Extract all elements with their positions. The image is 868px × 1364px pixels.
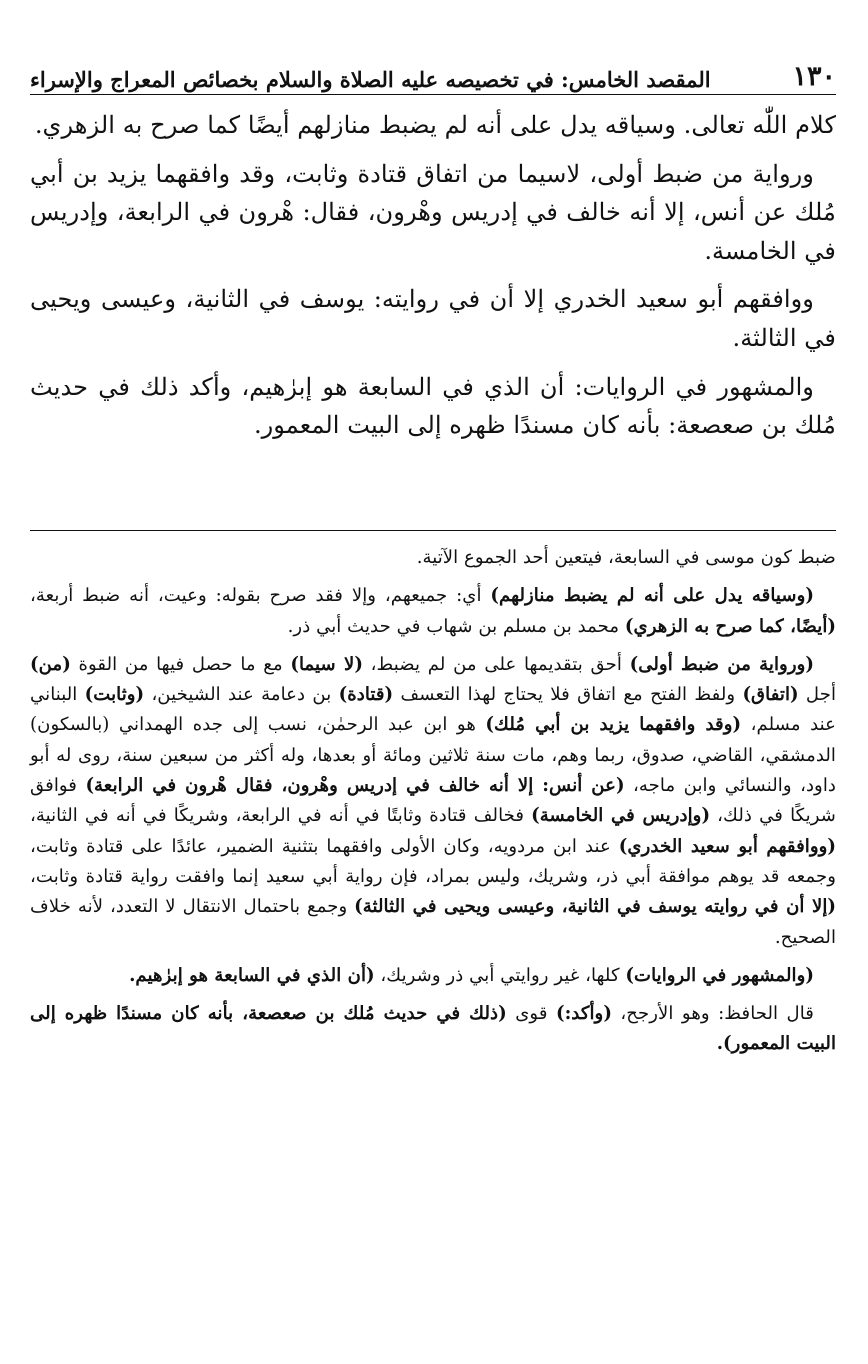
quoted-phrase: (وإدريس في الخامسة) — [531, 805, 711, 827]
commentary-paragraph-3 — [30, 961, 836, 991]
quoted-phrase: (وأكد:) — [555, 1003, 612, 1025]
commentary-text: مع ما حصل فيها من القوة — [70, 653, 291, 675]
commentary-text: أجل — [798, 684, 836, 706]
commentary-text: محمد بن مسلم بن شهاب في حديث أبي ذر. — [287, 615, 625, 637]
commentary-text: فوافق شريكًا في ذلك، — [30, 775, 836, 827]
quoted-phrase: (وسياقه يدل على أنه لم يضبط منازلهم) — [490, 585, 814, 607]
quoted-phrase: (ورواية من ضبط أولى) — [629, 653, 814, 675]
commentary-text: قال الحافظ: وهو الأرجح، — [611, 1003, 815, 1025]
commentary-paragraph-1 — [30, 581, 836, 642]
main-paragraph-3: ووافقهم أبو سعيد الخدري إلا أن في روايته: يوسف في الثانية، وعيسى ويحيى في الثالثة. — [30, 285, 836, 352]
commentary-text: عند ابن مردويه، وكان الأولى وافقهما بتثنية الضمير، عائدًا على قتادة وثابت، وجمعه قد يوهم موافقة أبي ذر، وشريك، وليس بمراد، فإن رواية أبي سعيد إنما وافقت رواية قتادة وثابت، — [30, 835, 836, 887]
quoted-phrase: (ووافقهم أبو سعيد الخدري) — [618, 835, 837, 857]
commentary-text: البناني عند مسلم، — [30, 684, 836, 736]
commentary-text: كلها، غير روايتي أبي ذر وشريك، — [374, 964, 626, 986]
commentary-text: أي: جميعهم، وإلا فقد صرح بقوله: وعيت، أنه ضبط أربعة، — [30, 585, 491, 607]
commentary-text: أحق بتقديمها على من لم يضبط، — [362, 653, 630, 675]
header-rule — [30, 94, 836, 95]
commentary-text: ولفظ الفتح مع اتفاق فلا يحتاج لهذا التعسف — [393, 684, 743, 706]
quoted-phrase: (لا سيما) — [290, 653, 363, 675]
quoted-phrase: (إلا أن في روايته يوسف في الثانية، وعيسى ويحيى في الثالثة) — [354, 896, 836, 918]
quoted-phrase: (أيضًا، كما صرح به الزهري) — [624, 615, 836, 637]
quoted-phrase: (وثابت) — [84, 684, 145, 706]
commentary-paragraph-4 — [30, 999, 836, 1060]
main-paragraph-4: والمشهور في الروايات: أن الذي في السابعة هو إبرٰهيم، وأكد ذلك في حديث مُلك بن صعصعة: بأنه كان مسندًا ظهره إلى البيت المعمور. — [30, 372, 836, 440]
commentary-text: بن دعامة عند الشيخين، — [144, 684, 339, 706]
book-page — [30, 0, 836, 1364]
main-paragraph-1: كلام اللّٰه تعالى. وسياقه يدل على أنه لم يضبط منازلهم أيضًا كما صرح به الزهري. — [34, 111, 836, 139]
quoted-phrase: (قتادة) — [338, 684, 394, 706]
quoted-phrase: (اتفاق) — [742, 684, 799, 706]
commentary-paragraph-2 — [30, 650, 836, 953]
commentary-text: قوى — [506, 1003, 556, 1025]
quoted-phrase: (أن الذي في السابعة هو إبرٰهيم. — [129, 964, 375, 986]
page-number: ١٣٠ — [792, 61, 836, 92]
main-text — [30, 106, 836, 455]
commentary-text: هو ابن عبد الرحمٰن، نسب إلى جده الهمداني (بالسكون) الدمشقي، القاضي، صدوق، ربما وهم، مات سنة ثلاثين ومائة أو بعدها، وله أكثر من سبعين سنة، روى له أبو داود، والنسائي وابن ماجه، — [30, 714, 836, 797]
commentary-text: فخالف قتادة وثابتًا في أنه في الرابعة، وشريكًا في أنه في الثانية، — [30, 805, 532, 827]
main-paragraph-2: ورواية من ضبط أولى، لاسيما من اتفاق قتادة وثابت، وقد وافقهما يزيد بن أبي مُلك عن أنس، إلا أنه خالف في إدريس وهْرون، فقال: هْرون في الرابعة، وإدريس في الخامسة. — [30, 159, 836, 265]
quoted-phrase: (وقد وافقهما يزيد بن أبي مُلك) — [485, 714, 742, 736]
quoted-phrase: (من) — [30, 653, 71, 675]
quoted-phrase: (ذلك في حديث مُلك بن صعصعة، بأنه كان مسندًا ظهره إلى البيت المعمور). — [30, 1003, 836, 1055]
running-title: المقصد الخامس: في تخصيصه عليه الصلاة والسلام بخصائص المعراج والإسراء — [30, 67, 711, 92]
commentary — [30, 543, 836, 1068]
footnote-rule — [30, 530, 836, 531]
commentary-text: وجمع باحتمال الانتقال لا التعدد، لأنه خلاف الصحيح. — [30, 896, 836, 948]
quoted-phrase: (والمشهور في الروايات) — [625, 964, 814, 986]
commentary-continuation: ضبط كون موسى في السابعة، فيتعين أحد الجموع الآتية. — [416, 547, 836, 568]
quoted-phrase: (عن أنس: إلا أنه خالف في إدريس وهْرون، فقال هْرون في الرابعة) — [85, 775, 625, 797]
running-header — [30, 50, 836, 90]
